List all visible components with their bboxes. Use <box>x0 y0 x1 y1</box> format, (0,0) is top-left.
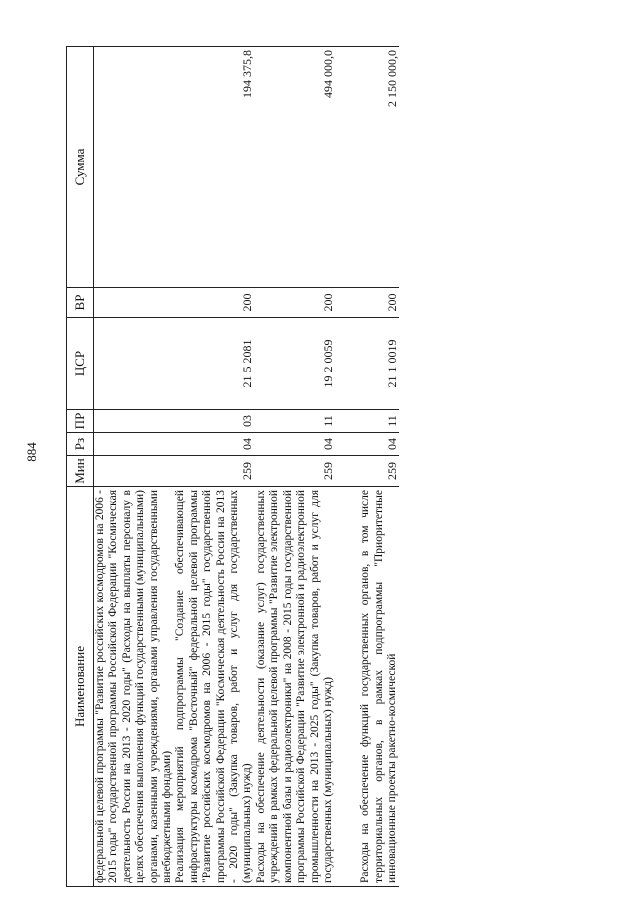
row-sum: 494 000,0 <box>255 47 335 288</box>
row-sum: 194 375,8 <box>174 47 254 288</box>
row-pr <box>94 410 175 433</box>
row-min <box>94 456 175 487</box>
page-number: 884 <box>24 442 39 462</box>
header-pr: ПР <box>67 410 94 433</box>
row-name: Расходы на обеспечение функций государственных органов, в том числе территориальных органов, в рамках подпрограммы "Приоритетные инновационные проекты ракетно-космической <box>335 487 399 887</box>
table-row <box>255 47 335 887</box>
row-sum <box>94 47 175 288</box>
header-name: Наименование <box>67 487 94 887</box>
row-csr: 21 5 2081 <box>174 318 254 410</box>
row-name: Реализация мероприятий подпрограммы "Создание обеспечивающей инфраструктуры космодрома "Восточный" федеральной целевой программы "Развитие российских космодромов на 2006 - 2015 годы" государственной программы Российской Федерации "Космическая деятельность России на 2013 - 2020 годы" (Закупка товаров, работ и услуг для государственных (муниципальных) нужд) <box>174 487 254 887</box>
row-sum: 2 150 000,0 <box>335 47 399 288</box>
row-pr: 03 <box>174 410 254 433</box>
table-row <box>174 47 254 887</box>
row-vr <box>94 288 175 318</box>
row-pr: 11 <box>335 410 399 433</box>
row-min: 259 <box>255 456 335 487</box>
row-vr: 200 <box>255 288 335 318</box>
budget-table <box>66 46 399 887</box>
row-rz: 04 <box>335 433 399 456</box>
header-min: Мин <box>67 456 94 487</box>
row-min: 259 <box>335 456 399 487</box>
row-name: федеральной целевой программы "Развитие российских космодромов на 2006 - 2015 годы" государственной программы Российской Федерации "Космическая деятельность России на 2013 - 2020 годы" (Расходы на выплаты персоналу в целях обеспечения выполнения функций государственными (муниципальными) органами, казенными учреждениями, органами управления государственными внебюджетными фондами) <box>94 487 175 887</box>
row-rz: 04 <box>255 433 335 456</box>
row-vr: 200 <box>174 288 254 318</box>
row-csr: 21 1 0019 <box>335 318 399 410</box>
row-csr <box>94 318 175 410</box>
header-csr: ЦСР <box>67 318 94 410</box>
row-rz: 04 <box>174 433 254 456</box>
rotated-page-content <box>66 47 591 887</box>
row-vr: 200 <box>335 288 399 318</box>
row-pr: 11 <box>255 410 335 433</box>
table-row <box>335 47 399 887</box>
row-name: Расходы на обеспечение деятельности (оказание услуг) государственных учреждений в рамках федеральной целевой программы "Развитие электронной компонентной базы и радиоэлектроники" на 2008 - 2015 годы государственной программы Российской Федерации "Развитие электронной и радиоэлектронной промышленности на 2013 - 2025 годы" (Закупка товаров, работ и услуг для государственных (муниципальных) нужд) <box>255 487 335 887</box>
header-vr: ВР <box>67 288 94 318</box>
row-rz <box>94 433 175 456</box>
table-header-row <box>67 47 94 887</box>
table-row <box>94 47 175 887</box>
header-sum: Сумма <box>67 47 94 288</box>
header-rz: Рз <box>67 433 94 456</box>
row-min: 259 <box>174 456 254 487</box>
row-csr: 19 2 0059 <box>255 318 335 410</box>
